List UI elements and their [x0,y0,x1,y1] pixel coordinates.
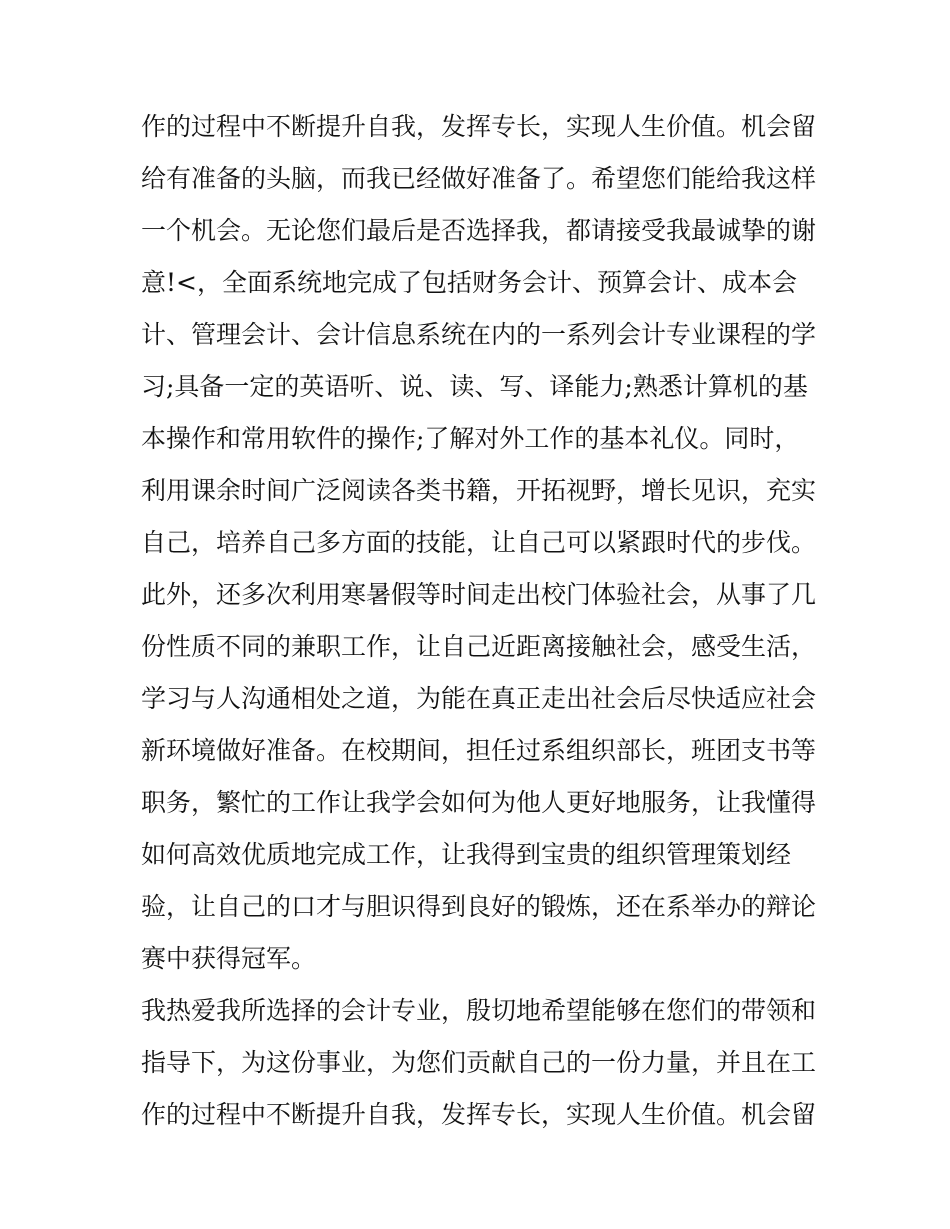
text-line: 计、管理会计、会计信息系统在内的一系列会计专业课程的学 [141,320,817,349]
text-line: 份性质不同的兼职工作，让自己近距离接触社会，感受生活， [141,632,817,661]
text-line: 新环境做好准备。在校期间，担任过系组织部长，班团支书等 [141,736,817,765]
text-line: 学习与人沟通相处之道，为能在真正走出社会后尽快适应社会 [141,684,817,713]
text-line: 给有准备的头脑，而我已经做好准备了。希望您们能给我这样 [141,164,817,193]
text-line: 习;具备一定的英语听、说、读、写、译能力;熟悉计算机的基 [141,372,808,401]
text-line: 利用课余时间广泛阅读各类书籍，开拓视野，增长见识，充实 [141,476,817,505]
text-line: 指导下，为这份事业，为您们贡献自己的一份力量，并且在工 [141,1048,817,1077]
text-line: 职务，繁忙的工作让我学会如何为他人更好地服务，让我懂得 [141,788,817,817]
text-line: 我热爱我所选择的会计专业，殷切地希望能够在您们的带领和 [141,996,817,1025]
text-line: 如何高效优质地完成工作，让我得到宝贵的组织管理策划经 [141,840,792,869]
text-line: 一个机会。无论您们最后是否选择我，都请接受我最诚挚的谢 [141,216,817,245]
text-line: 意!<，全面系统地完成了包括财务会计、预算会计、成本会 [141,268,797,297]
text-line: 验，让自己的口才与胆识得到良好的锻炼，还在系举办的辩论 [141,892,817,921]
text-line: 自己，培养自己多方面的技能，让自己可以紧跟时代的步伐。 [141,528,817,557]
text-line: 此外，还多次利用寒暑假等时间走出校门体验社会，从事了几 [141,580,817,609]
text-line: 本操作和常用软件的操作;了解对外工作的基本礼仪。同时， [141,424,800,453]
text-line: 作的过程中不断提升自我，发挥专长，实现人生价值。机会留 [141,112,817,141]
text-line: 赛中获得冠军。 [141,944,317,973]
text-line: 作的过程中不断提升自我，发挥专长，实现人生价值。机会留 [141,1100,817,1129]
